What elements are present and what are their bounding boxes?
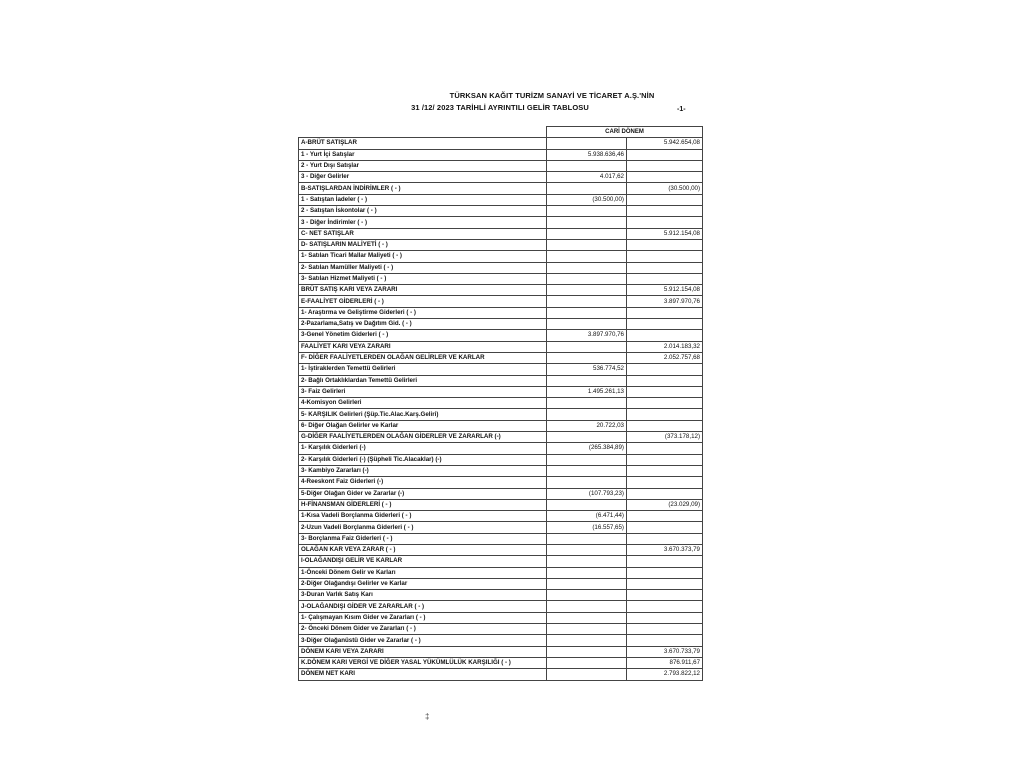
row-label: 4-Reeskont Faiz Giderleri (-)	[299, 477, 547, 488]
table-row	[299, 432, 703, 443]
row-total-amount	[627, 443, 703, 454]
row-total-amount	[627, 511, 703, 522]
row-label: H-FİNANSMAN GİDERLERİ ( - )	[299, 499, 547, 510]
row-label: 3- Satılan Hizmet Maliyeti ( - )	[299, 273, 547, 284]
row-label: 2- Bağlı Ortaklıklardan Temettü Gelirleri	[299, 375, 547, 386]
row-sub-amount	[547, 307, 627, 318]
table-row	[299, 307, 703, 318]
row-total-amount	[627, 273, 703, 284]
row-label: 3-Diğer Olağanüstü Gider ve Zararlar ( - )	[299, 635, 547, 646]
row-total-amount: 3.670.373,79	[627, 544, 703, 555]
row-sub-amount	[547, 341, 627, 352]
row-label: 1- Satılan Ticari Mallar Maliyeti ( - )	[299, 251, 547, 262]
row-total-amount	[627, 172, 703, 183]
row-total-amount	[627, 409, 703, 420]
row-label: A-BRÜT SATIŞLAR	[299, 138, 547, 149]
table-row	[299, 409, 703, 420]
row-label: 4-Komisyon Gelirleri	[299, 398, 547, 409]
row-sub-amount	[547, 183, 627, 194]
row-total-amount: (373.178,12)	[627, 432, 703, 443]
row-label: 1 - Satıştan İadeler ( - )	[299, 194, 547, 205]
row-label: E-FAALİYET GİDERLERİ ( - )	[299, 296, 547, 307]
table-row	[299, 138, 703, 149]
table-row	[299, 590, 703, 601]
row-sub-amount	[547, 477, 627, 488]
row-label: 2-Diğer Olağandışı Gelirler ve Karlar	[299, 578, 547, 589]
table-row	[299, 544, 703, 555]
row-label: 3- Borçlanma Faiz Giderleri ( - )	[299, 533, 547, 544]
row-label: K.DÖNEM KARI VERGİ VE DİĞER YASAL YÜKÜMLÜLÜK KARŞILIĞI ( - )	[299, 657, 547, 668]
row-sub-amount	[547, 239, 627, 250]
table-row	[299, 239, 703, 250]
row-total-amount: 2.052.757,68	[627, 352, 703, 363]
row-total-amount: 2.793.822,12	[627, 669, 703, 680]
table-row	[299, 172, 703, 183]
row-total-amount	[627, 149, 703, 160]
row-total-amount	[627, 624, 703, 635]
table-row	[299, 601, 703, 612]
row-sub-amount	[547, 612, 627, 623]
row-label: C- NET SATIŞLAR	[299, 228, 547, 239]
table-row	[299, 228, 703, 239]
row-sub-amount	[547, 590, 627, 601]
row-label: F- DİĞER FAALİYETLERDEN OLAĞAN GELİRLER VE KARLAR	[299, 352, 547, 363]
row-sub-amount: (265.384,89)	[547, 443, 627, 454]
row-total-amount	[627, 307, 703, 318]
table-row	[299, 522, 703, 533]
table-row	[299, 533, 703, 544]
table-row	[299, 160, 703, 171]
row-sub-amount	[547, 217, 627, 228]
row-sub-amount	[547, 544, 627, 555]
row-total-amount	[627, 251, 703, 262]
row-total-amount: 5.942.654,08	[627, 138, 703, 149]
row-total-amount	[627, 522, 703, 533]
document-title-line1: TÜRKSAN KAĞIT TURİZM SANAYİ VE TİCARET A.Ş.'NİN	[449, 91, 655, 100]
row-sub-amount	[547, 262, 627, 273]
table-row	[299, 375, 703, 386]
row-label: 3 - Diğer Gelirler	[299, 172, 547, 183]
row-sub-amount	[547, 465, 627, 476]
row-sub-amount: (30.500,00)	[547, 194, 627, 205]
row-total-amount	[627, 533, 703, 544]
row-label: D- SATIŞLARIN MALİYETİ ( - )	[299, 239, 547, 250]
row-sub-amount	[547, 432, 627, 443]
table-row	[299, 330, 703, 341]
row-total-amount	[627, 194, 703, 205]
table-row	[299, 657, 703, 668]
row-sub-amount: 5.938.636,46	[547, 149, 627, 160]
row-label: BRÜT SATIŞ KARI VEYA ZARARI	[299, 285, 547, 296]
header-blank-cell	[299, 127, 547, 138]
row-label: DÖNEM NET KARI	[299, 669, 547, 680]
row-sub-amount	[547, 454, 627, 465]
row-total-amount	[627, 465, 703, 476]
row-label: J-OLAĞANDIŞI GİDER VE ZARARLAR ( - )	[299, 601, 547, 612]
row-label: 1-Kısa Vadeli Borçlanma Giderleri ( - )	[299, 511, 547, 522]
row-sub-amount	[547, 296, 627, 307]
table-row	[299, 477, 703, 488]
row-label: 5-Diğer Olağan Gider ve Zararlar (-)	[299, 488, 547, 499]
document-title-line2: 31 /12/ 2023 TARİHLİ AYRINTILI GELİR TABLOSU	[411, 103, 589, 112]
row-total-amount: 5.912.154,08	[627, 285, 703, 296]
table-row	[299, 669, 703, 680]
table-row	[299, 499, 703, 510]
row-sub-amount	[547, 285, 627, 296]
row-total-amount	[627, 206, 703, 217]
row-label: OLAĞAN KAR VEYA ZARAR ( - )	[299, 544, 547, 555]
table-row	[299, 206, 703, 217]
row-label: 1 - Yurt İçi Satışlar	[299, 149, 547, 160]
row-sub-amount	[547, 251, 627, 262]
row-label: DÖNEM KARI VEYA ZARARI	[299, 646, 547, 657]
row-sub-amount	[547, 160, 627, 171]
row-sub-amount	[547, 556, 627, 567]
row-label: 1- İştiraklerden Temettü Gelirleri	[299, 364, 547, 375]
row-total-amount: (30.500,00)	[627, 183, 703, 194]
table-row	[299, 635, 703, 646]
table-row	[299, 183, 703, 194]
row-total-amount	[627, 578, 703, 589]
row-total-amount	[627, 239, 703, 250]
row-sub-amount: 4.017,62	[547, 172, 627, 183]
row-total-amount	[627, 601, 703, 612]
row-total-amount	[627, 488, 703, 499]
table-row	[299, 285, 703, 296]
table-row	[299, 251, 703, 262]
table-row	[299, 612, 703, 623]
row-total-amount	[627, 330, 703, 341]
row-label: 2-Uzun Vadeli Borçlanma Giderleri ( - )	[299, 522, 547, 533]
table-row	[299, 149, 703, 160]
row-label: B-SATIŞLARDAN İNDİRİMLER ( - )	[299, 183, 547, 194]
table-body	[299, 138, 703, 680]
column-header-cari-donem: CARİ DÖNEM	[547, 127, 703, 138]
row-sub-amount	[547, 567, 627, 578]
row-label: 3 - Diğer İndirimler ( - )	[299, 217, 547, 228]
row-sub-amount: (107.793,23)	[547, 488, 627, 499]
table-row	[299, 420, 703, 431]
row-sub-amount	[547, 635, 627, 646]
row-total-amount: 5.912.154,08	[627, 228, 703, 239]
table-row	[299, 296, 703, 307]
row-total-amount	[627, 567, 703, 578]
row-total-amount	[627, 477, 703, 488]
row-sub-amount	[547, 409, 627, 420]
row-sub-amount	[547, 273, 627, 284]
row-label: 3- Faiz Gelirleri	[299, 386, 547, 397]
table-row	[299, 578, 703, 589]
row-total-amount: (23.029,09)	[627, 499, 703, 510]
row-sub-amount	[547, 657, 627, 668]
row-sub-amount	[547, 138, 627, 149]
row-sub-amount	[547, 533, 627, 544]
row-total-amount: 3.670.733,79	[627, 646, 703, 657]
row-label: 1-Önceki Dönem Gelir ve Karları	[299, 567, 547, 578]
table-row	[299, 454, 703, 465]
row-label: FAALİYET KARI VEYA ZARARI	[299, 341, 547, 352]
row-label: 6- Diğer Olağan Gelirler ve Karlar	[299, 420, 547, 431]
row-label: 5- KARŞILIK Gelirleri (Şüp.Tic.Alac.Karş.Geliri)	[299, 409, 547, 420]
row-sub-amount	[547, 499, 627, 510]
table-row	[299, 646, 703, 657]
table-row	[299, 556, 703, 567]
row-total-amount	[627, 556, 703, 567]
table-row	[299, 398, 703, 409]
row-total-amount	[627, 420, 703, 431]
row-total-amount	[627, 364, 703, 375]
table-row	[299, 341, 703, 352]
table-row	[299, 194, 703, 205]
row-label: 1- Karşılık Giderleri (-)	[299, 443, 547, 454]
row-sub-amount	[547, 319, 627, 330]
row-total-amount: 3.897.970,76	[627, 296, 703, 307]
row-total-amount	[627, 635, 703, 646]
row-total-amount	[627, 319, 703, 330]
stray-mark: ‡	[425, 712, 430, 721]
row-label: 2-Pazarlama,Satış ve Dağıtım Gid. ( - )	[299, 319, 547, 330]
table-row	[299, 273, 703, 284]
row-label: I-OLAĞANDIŞI GELİR VE KARLAR	[299, 556, 547, 567]
table-header-row	[299, 127, 703, 138]
income-statement-table	[298, 126, 703, 681]
row-sub-amount	[547, 578, 627, 589]
row-sub-amount	[547, 669, 627, 680]
table-row	[299, 386, 703, 397]
row-sub-amount: 3.897.970,76	[547, 330, 627, 341]
row-sub-amount	[547, 206, 627, 217]
row-label: 2- Karşılık Giderleri (-) (Şüpheli Tic.Alacaklar) (-)	[299, 454, 547, 465]
row-total-amount: 2.014.183,32	[627, 341, 703, 352]
table-row	[299, 465, 703, 476]
row-total-amount	[627, 160, 703, 171]
table-row	[299, 319, 703, 330]
row-total-amount: 876.911,67	[627, 657, 703, 668]
table-row	[299, 262, 703, 273]
row-total-amount	[627, 262, 703, 273]
row-sub-amount: 536.774,52	[547, 364, 627, 375]
row-label: 2 - Satıştan İskontolar ( - )	[299, 206, 547, 217]
table-row	[299, 217, 703, 228]
row-label: 3- Kambiyo Zararları (-)	[299, 465, 547, 476]
row-total-amount	[627, 454, 703, 465]
table-row	[299, 624, 703, 635]
row-total-amount	[627, 217, 703, 228]
row-sub-amount	[547, 624, 627, 635]
table-row	[299, 511, 703, 522]
table-row	[299, 364, 703, 375]
row-sub-amount	[547, 375, 627, 386]
table-row	[299, 488, 703, 499]
row-total-amount	[627, 375, 703, 386]
row-label: 1- Araştırma ve Geliştirme Giderleri ( - )	[299, 307, 547, 318]
row-total-amount	[627, 612, 703, 623]
table-row	[299, 443, 703, 454]
row-total-amount	[627, 386, 703, 397]
table-row	[299, 352, 703, 363]
row-label: G-DİĞER FAALİYETLERDEN OLAĞAN GİDERLER VE ZARARLAR (-)	[299, 432, 547, 443]
row-sub-amount	[547, 398, 627, 409]
row-label: 2- Önceki Dönem Gider ve Zararları ( - )	[299, 624, 547, 635]
row-label: 3-Duran Varlık Satış Karı	[299, 590, 547, 601]
row-label: 2 - Yurt Dışı Satışlar	[299, 160, 547, 171]
row-label: 2- Satılan Mamüller Maliyeti ( - )	[299, 262, 547, 273]
row-sub-amount	[547, 601, 627, 612]
row-sub-amount: 1.495.261,13	[547, 386, 627, 397]
row-sub-amount	[547, 228, 627, 239]
row-sub-amount	[547, 646, 627, 657]
row-total-amount	[627, 398, 703, 409]
page-number: -1-	[677, 106, 686, 113]
table-row	[299, 567, 703, 578]
row-sub-amount	[547, 352, 627, 363]
row-label: 1- Çalışmayan Kısım Gider ve Zararları ( - )	[299, 612, 547, 623]
row-sub-amount: (6.471,44)	[547, 511, 627, 522]
row-sub-amount: (16.557,65)	[547, 522, 627, 533]
row-total-amount	[627, 590, 703, 601]
row-label: 3-Genel Yönetim Giderleri ( - )	[299, 330, 547, 341]
row-sub-amount: 20.722,03	[547, 420, 627, 431]
